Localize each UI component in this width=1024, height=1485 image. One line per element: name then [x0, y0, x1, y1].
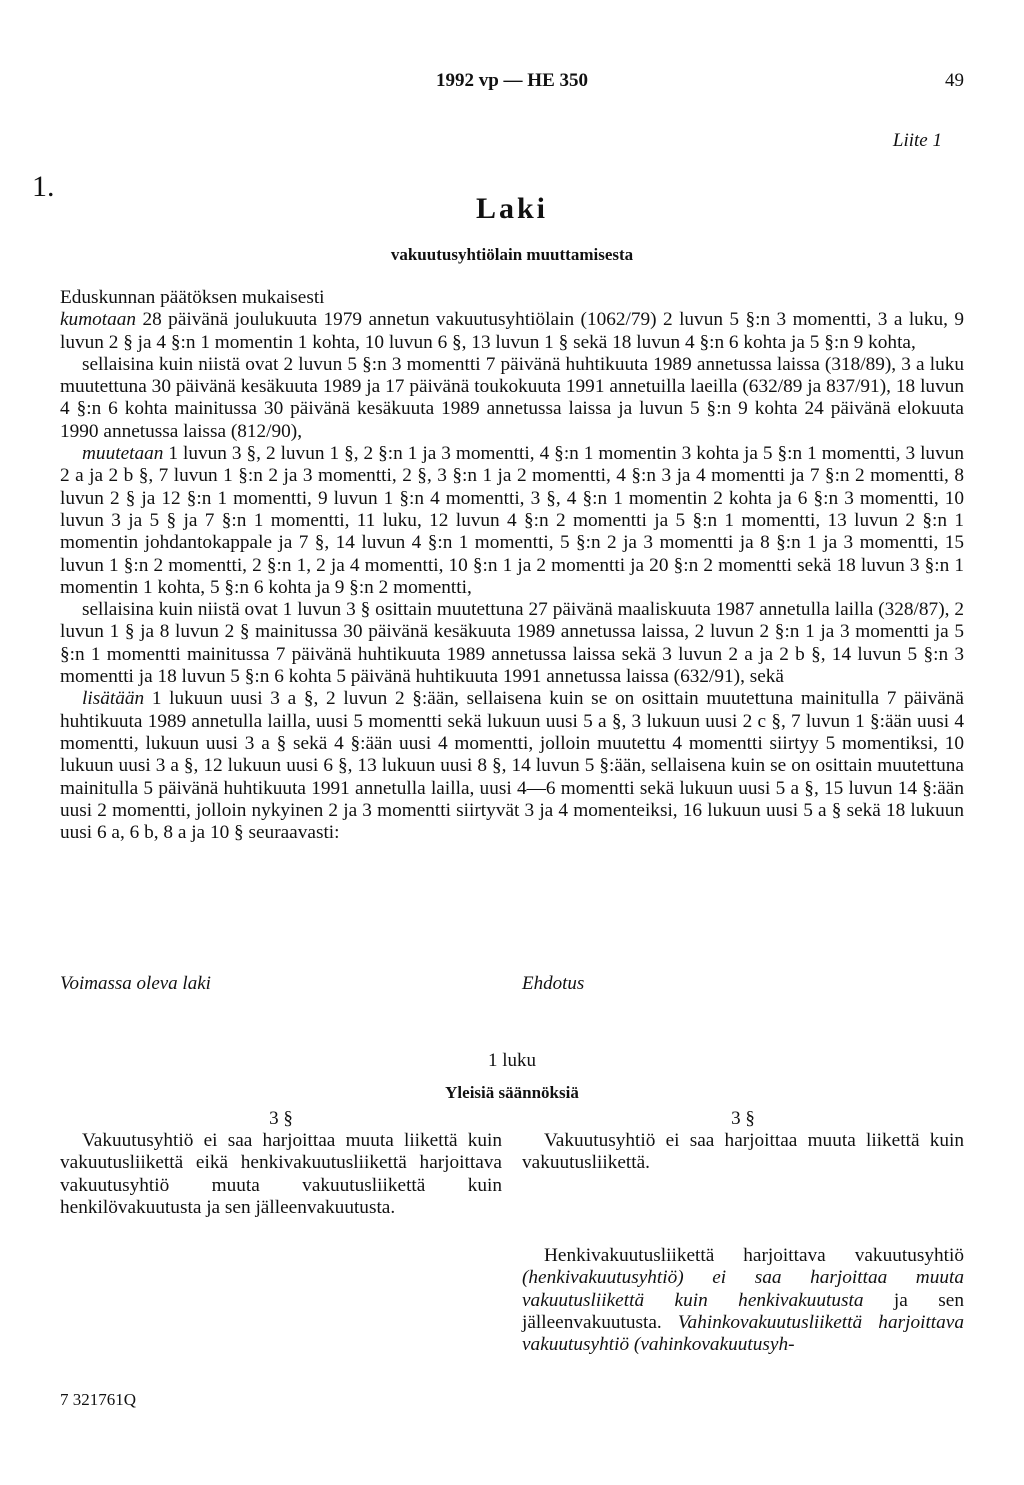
law-title: Laki — [475, 192, 549, 225]
repeal-sources-paragraph: sellaisina kuin niistä ovat 2 luvun 5 §:n 3 momentti 7 päivänä huhtikuuta 1989 annetussa laissa (318/89), 3 a luku muutettuna 30 päivänä kesäkuuta 1989 ja 17 päivänä toukokuuta 1991 annetuilla laeilla (632/89 ja 837/91), 18 luvun 4 §:n 6 kohta mainitussa 30 päivänä kesäkuuta 1989 annetussa laissa ja luvun 5 §:n 9 kohta 24 päivänä elokuuta 1990 annetussa laissa (812/90), — [60, 353, 964, 442]
current-law-heading: Voimassa oleva laki — [60, 973, 211, 994]
current-law-text: Vakuutusyhtiö ei saa harjoittaa muuta liikettä kuin vakuutusliikettä eikä henkivakuutusliikettä harjoittava vakuutusyhtiö muuta vakuutusliikettä kuin henkilövakuutusta ja sen jälleenvakuutusta. — [60, 1130, 502, 1218]
enactment-intro: Eduskunnan päätöksen mukaisesti — [60, 287, 325, 308]
section-label-right: 3 § — [731, 1108, 755, 1129]
chapter-number: 1 luku — [487, 1050, 537, 1071]
page-header — [0, 70, 1024, 100]
proposal-text-1: Vakuutusyhtiö ei saa harjoittaa muuta liikettä kuin vakuutusliikettä. — [522, 1130, 964, 1174]
repeal-keyword: kumotaan — [60, 309, 137, 331]
chapter-title: Yleisiä säännöksiä — [445, 1083, 579, 1102]
proposal-text-2: Henkivakuutusliikettä harjoittava vakuutusyhtiö (henkivakuutusyhtiö) ei saa harjoittaa muuta vakuutusliikettä kuin henkivakuutusta ja sen jälleenvakuutusta. Vahinkovakuutusliikettä harjoittava vakuutusyhtiö (vahinkovakuutusyh- — [522, 1245, 964, 1356]
law-number: 1. — [32, 170, 55, 203]
proposal-heading: Ehdotus — [522, 973, 585, 994]
print-code: 7 321761Q — [60, 1390, 137, 1409]
appendix-label: Liite 1 — [892, 130, 942, 151]
enactment-text — [60, 287, 964, 844]
amend-keyword: muutetaan — [82, 443, 164, 465]
amend-paragraph: muutetaan 1 luvun 3 §, 2 luvun 1 §, 2 §:n 1 ja 3 momentti, 4 §:n 1 momentin 3 kohta ja 5 §:n 1 momentti, 3 luvun 2 a ja 2 b §, 7 luvun 1 §:n 2 ja 3 momentti, 2 §, 3 §:n 1 ja 2 momentti, 4 §:n 3 ja 4 momentti ja 7 §:n 2 momentti, 8 luvun 2 § ja 12 §:n 1 momentti, 9 luvun 1 §:n 4 momentti, 3 §, 4 §:n 1 momentin 2 kohta ja 6 §:n 3 momentti, 10 luvun 3 ja 5 § ja 7 §:n 1 momentti, 11 luku, 12 luvun 4 §:n 2 momentti ja 5 §:n 1 momentti, 13 luvun 2 §:n 1 momentin johdantokappale ja 7 §, 14 luvun 4 §:n 1 momentti, 5 §:n 2 ja 3 momentti ja 8 §:n 1 ja 3 momentti, 15 luvun 1 §:n 2 momentti, 2 §:n 1, 2 ja 4 momentti, 10 §:n 1 ja 2 momentti ja 20 §:n 2 momentti sekä 18 luvun 3 §:n 1 momentin 1 kohta, 5 §:n 6 kohta ja 9 §:n 2 momentti, — [60, 443, 964, 598]
section-label-left: 3 § — [269, 1108, 293, 1129]
amend-sources-paragraph: sellaisina kuin niistä ovat 1 luvun 3 § osittain muutettuna 27 päivänä maaliskuuta 1987 annetulla lailla (328/87), 2 luvun 1 § ja 8 luvun 2 § mainitussa 30 päivänä kesäkuuta 1989 annetussa laissa, 2 luvun 2 §:n 1 ja 3 momentti ja 5 §:n 1 momentti mainitussa 7 päivänä huhtikuuta 1989 annetussa laissa sekä 3 luvun 2 a ja 2 b §, 14 luvun 5 §:n 3 momentti ja 18 luvun 5 §:n 6 kohta 5 päivänä huhtikuuta 1991 annetussa laissa (632/91), sekä — [60, 599, 964, 688]
add-keyword: lisätään — [82, 688, 145, 710]
document-reference: 1992 vp — HE 350 — [435, 70, 589, 91]
law-subtitle: vakuutusyhtiölain muuttamisesta — [390, 245, 634, 264]
page-number: 49 — [945, 70, 964, 91]
repeal-paragraph: kumotaan 28 päivänä joulukuuta 1979 annetun vakuutusyhtiölain (1062/79) 2 luvun 5 §:n 3 momentti, 3 a luku, 9 luvun 2 § ja 4 §:n 1 momentin 1 kohta, 10 luvun 6 §, 13 luvun 1 § sekä 18 luvun 4 §:n 6 kohta ja 5 §:n 9 kohta, — [60, 309, 964, 353]
add-paragraph: lisätään 1 lukuun uusi 3 a §, 2 luvun 2 §:ään, sellaisena kuin se on osittain muutettuna mainitulla 7 päivänä huhtikuuta 1989 annetulla lailla, uusi 5 momentti sekä lukuun uusi 5 a §, 3 lukuun uusi 2 c §, 7 luvun 1 §:ään uusi 4 momentti, lukuun uusi 3 a § sekä 4 §:ään uusi 4 momentti, jolloin muutettu 4 momentti siirtyy 5 momentiksi, 10 lukuun uusi 3 a §, 12 lukuun uusi 6 §, 13 lukuun uusi 8 §, 14 luvun 5 §:ään, sellaisena kuin se on osittain muutettuna mainitulla 5 päivänä huhtikuuta 1991 annetulla lailla, uusi 4—6 momentti sekä lukuun uusi 5 a §, 15 luvun 14 §:ään uusi 2 momentti, jolloin nykyinen 2 ja 3 momentti siirtyvät 3 ja 4 momenteiksi, 16 lukuun uusi 5 a § sekä 18 lukuun uusi 6 a, 6 b, 8 a ja 10 § seuraavasti: — [60, 688, 964, 844]
